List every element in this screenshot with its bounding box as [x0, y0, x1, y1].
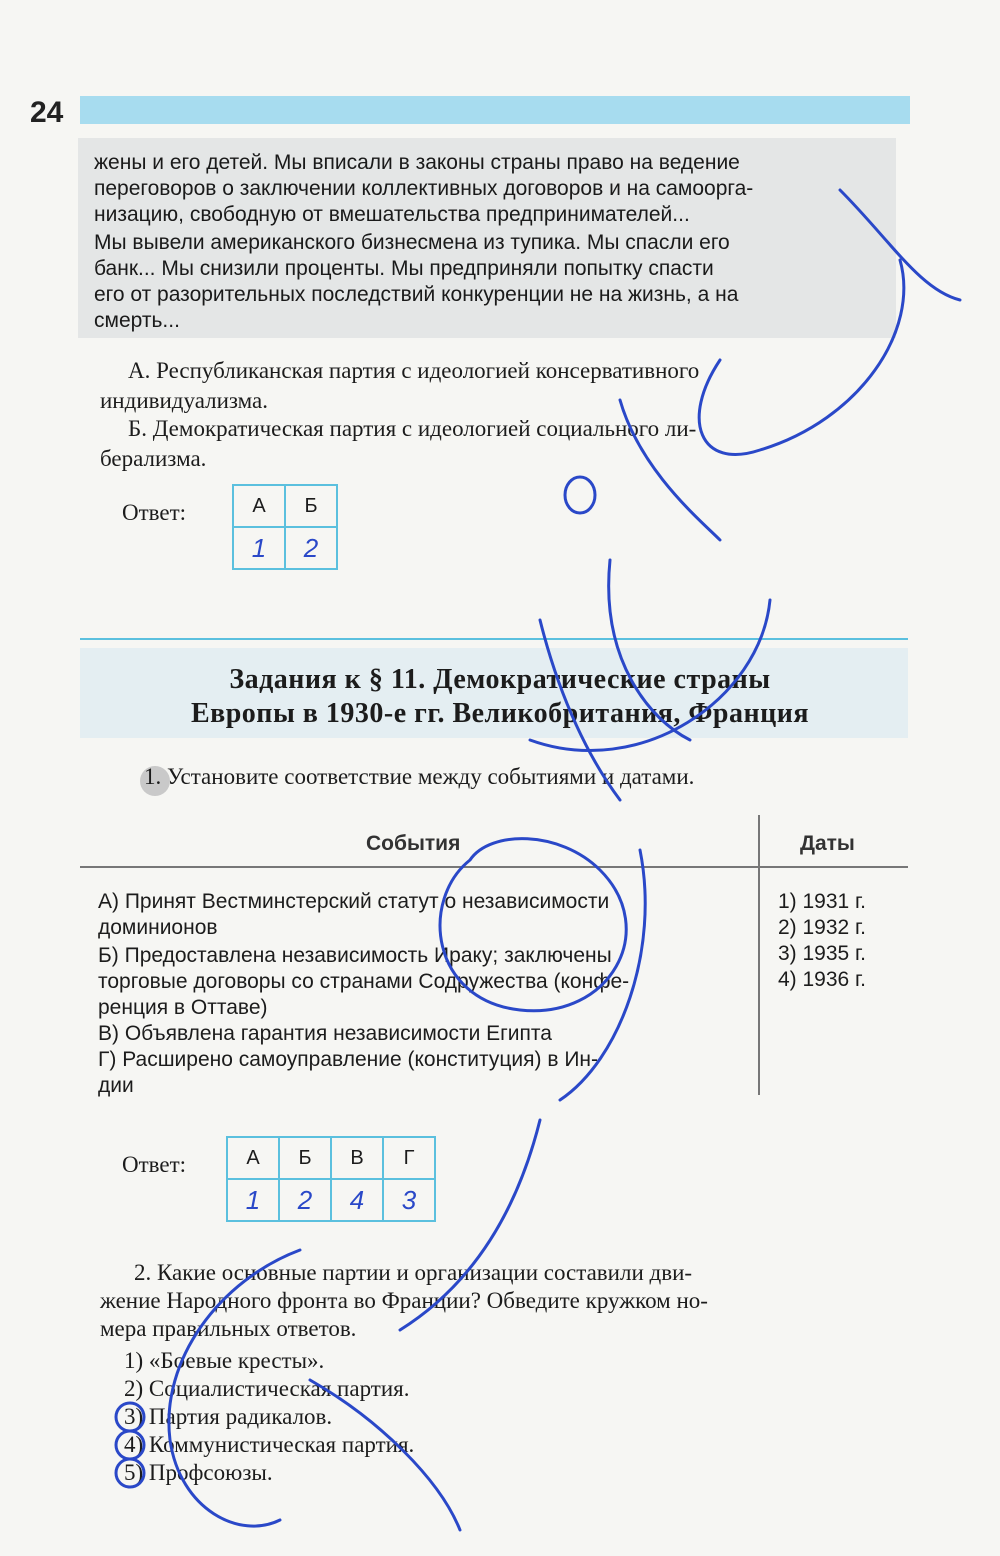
quote-line: Мы вывели американского бизнесмена из тупика. Мы спасли его [94, 231, 730, 254]
task1-text: 1. Установите соответствие между событиями и датами. [144, 764, 695, 789]
event-line: Б) Предоставлена независимость Ираку; заключены [98, 944, 612, 967]
event-line: Г) Расширено самоуправление (конституция) в Ин- [98, 1048, 599, 1071]
task2-option[interactable]: 5) Профсоюзы. [124, 1460, 273, 1485]
answer2-cell[interactable]: 4 [331, 1179, 383, 1221]
date-option: 1) 1931 г. [778, 890, 866, 913]
answer2-header: Г [383, 1137, 435, 1179]
answer2-label: Ответ: [122, 1152, 187, 1177]
task2-line2: жение Народного фронта во Франции? Обведите кружком но- [100, 1288, 708, 1313]
event-line: ренция в Оттаве) [98, 996, 268, 1019]
quote-line: банк... Мы снизили проценты. Мы предприняли попытку спасти [94, 257, 714, 280]
quote-line: его от разорительных последствий конкуренции не на жизнь, а на [94, 283, 739, 306]
task2-line3: мера правильных ответов. [100, 1316, 357, 1341]
answer1-cell[interactable]: 1 [233, 527, 285, 569]
section-title-line2: Европы в 1930-е гг. Великобритания, Франция [190, 698, 810, 729]
page-header-bar [80, 96, 910, 124]
task2-line1: 2. Какие основные партии и организации составили дви- [134, 1260, 693, 1285]
section-title-line1: Задания к § 11. Демократические страны [229, 664, 771, 695]
section-rule [80, 638, 908, 640]
quote-box [78, 138, 896, 338]
event-line: доминионов [98, 916, 218, 939]
dates-column-header: Даты [800, 832, 855, 855]
answer2-header: Б [279, 1137, 331, 1179]
task2-option[interactable]: 4) Коммунистическая партия. [124, 1432, 415, 1457]
event-line: А) Принят Вестминстерский статут о независимости [98, 890, 610, 913]
quote-line: жены и его детей. Мы вписали в законы страны право на ведение [94, 151, 740, 174]
event-line: В) Объявлена гарантия независимости Египта [98, 1022, 552, 1045]
quote-line: низацию, свободную от вмешательства предпринимателей... [94, 203, 690, 226]
answer1-table [232, 484, 338, 570]
event-line: торговые договоры со странами Содружества (конфе- [98, 970, 630, 993]
table-header-rule [80, 866, 908, 868]
date-option: 4) 1936 г. [778, 968, 866, 991]
page-number: 24 [30, 96, 64, 129]
option-a-line1: А. Республиканская партия с идеологией консервативного [128, 358, 700, 383]
table-divider [758, 815, 760, 1095]
answer1-label: Ответ: [122, 500, 187, 525]
quote-line: переговоров о заключении коллективных договоров и на самоорга- [94, 177, 754, 200]
event-line: дии [98, 1074, 134, 1097]
task2-option[interactable]: 1) «Боевые кресты». [124, 1348, 325, 1373]
answer2-header: В [331, 1137, 383, 1179]
option-b-line2: берализма. [100, 446, 207, 471]
answer2-cell[interactable]: 1 [227, 1179, 279, 1221]
answer2-cell[interactable]: 3 [383, 1179, 435, 1221]
events-column-header: События [366, 832, 461, 855]
task2-option[interactable]: 2) Социалистическая партия. [124, 1376, 410, 1401]
date-option: 2) 1932 г. [778, 916, 866, 939]
task2-option[interactable]: 3) Партия радикалов. [124, 1404, 333, 1429]
date-option: 3) 1935 г. [778, 942, 866, 965]
answer1-header: Б [285, 485, 337, 527]
answer2-cell[interactable]: 2 [279, 1179, 331, 1221]
answer2-table [226, 1136, 436, 1222]
answer1-header: А [233, 485, 285, 527]
quote-line: смерть... [94, 309, 180, 332]
answer1-cell[interactable]: 2 [285, 527, 337, 569]
option-b-line1: Б. Демократическая партия с идеологией социального ли- [128, 416, 697, 441]
ink-stroke [565, 477, 595, 513]
option-a-line2: индивидуализма. [100, 388, 269, 413]
answer2-header: А [227, 1137, 279, 1179]
